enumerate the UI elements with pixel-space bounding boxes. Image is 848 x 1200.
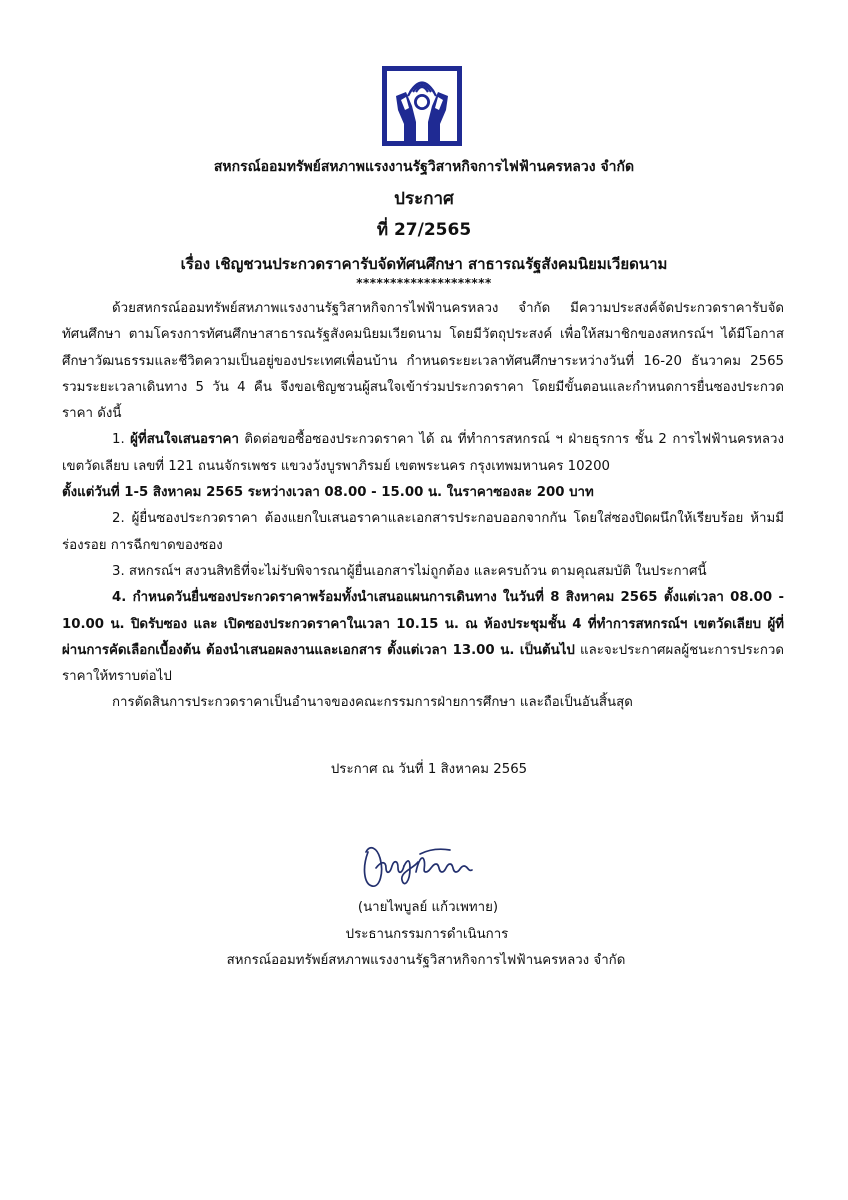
cooperative-logo-icon (382, 66, 462, 146)
announcement-subject: เรื่อง เชิญชวนประกวดราคารับจัดทัศนศึกษา สาธารณรัฐสังคมนิยมเวียดนาม (180, 255, 668, 273)
item-1-schedule: ตั้งแต่วันที่ 1-5 สิงหาคม 2565 ระหว่างเวลา 08.00 - 15.00 น. ในราคาซองละ 200 บาท (62, 485, 594, 501)
announcement-number: ที่ 27/2565 (376, 220, 472, 240)
divider-stars: ******************** (356, 276, 492, 290)
handwritten-signature-icon (358, 832, 476, 890)
organization-name: สหกรณ์ออมทรัพย์สหภาพแรงงานรัฐวิสาหกิจการไฟฟ้านครหลวง จำกัด (213, 159, 635, 175)
item-4-paragraph (62, 585, 784, 690)
announcement-heading: ประกาศ (394, 189, 454, 209)
announcement-body (62, 296, 784, 717)
item-4-bold-text: 4. กำหนดวันยื่นซองประกวดราคาพร้อมทั้งนำเสนอแผนการเดินทาง ในวันที่ 8 สิงหาคม 2565 ตั้งแต่เวลา 08.00 - 10.00 น. ปิดรับซอง และ เปิดซองประกวดราคาในเวลา 10.15 น. ณ ห้องประชุมชั้น 4 ที่ทำการสหกรณ์ฯ เขตวัดเลียบ ผู้ที่ผ่านการคัดเลือกเบื้องต้น ต้องนำเสนอผลงานและเอกสาร ตั้งแต่เวลา 13.00 น. เป็นต้นไป (62, 590, 784, 658)
announcement-date: ประกาศ ณ วันที่ 1 สิงหาคม 2565 (330, 762, 528, 777)
signer-organization: สหกรณ์ออมทรัพย์สหภาพแรงงานรัฐวิสาหกิจการไฟฟ้านครหลวง จำกัด (226, 953, 626, 968)
signer-name: (นายไพบูลย์ แก้วเพทาย) (357, 900, 499, 915)
item-4-text: และจะประกาศผลผู้ชนะการประกวดราคาให้ทราบต่อไป (62, 642, 785, 685)
closing-paragraph: การตัดสินการประกวดราคาเป็นอำนาจของคณะกรรมการฝ่ายการศึกษา และถือเป็นอันสิ้นสุด (112, 695, 633, 711)
item-1-number: 1. (112, 432, 125, 448)
item-1-text: ติดต่อขอซื้อซองประกวดราคา ได้ ณ ที่ทำการสหกรณ์ ฯ ฝ่ายธุรการ ชั้น 2 การไฟฟ้านครหลวง เขตวัดเลียบ เลขที่ 121 ถนนจักรเพชร แขวงวังบูรพาภิรมย์ เขตพระนคร กรุงเทพมหานคร 10200 (62, 432, 784, 474)
item-3-paragraph: 3. สหกรณ์ฯ สงวนสิทธิที่จะไม่รับพิจารณาผู้ยื่นเอกสารไม่ถูกต้อง และครบถ้วน ตามคุณสมบัติ ในประกาศนี้ (112, 563, 707, 579)
item-1-heading: ผู้ที่สนใจเสนอราคา (130, 432, 239, 448)
intro-paragraph: ด้วยสหกรณ์ออมทรัพย์สหภาพแรงงานรัฐวิสาหกิจการไฟฟ้านครหลวง จำกัด มีความประสงค์จัดประกวดราคารับจัดทัศนศึกษา ตามโครงการทัศนศึกษาสาธารณรัฐสังคมนิยมเวียดนาม โดยมีวัตถุประสงค์ เพื่อให้สมาชิกของสหกรณ์ฯ ได้มีโอกาสศึกษาวัฒนธรรมและชีวิตความเป็นอยู่ของประเทศเพื่อนบ้าน กำหนดระยะเวลาทัศนศึกษาระหว่างวันที่ 16-20 ธันวาคม 2565 รวมระยะเวลาเดินทาง 5 วัน 4 คืน จึงขอเชิญชวนผู้สนใจเข้าร่วมประกวดราคา โดยมีขั้นตอนและกำหนดการยื่นซองประกวดราคา ดังนี้ (62, 301, 784, 422)
item-1-paragraph (62, 427, 784, 480)
item-2-paragraph: 2. ผู้ยื่นซองประกวดราคา ต้องแยกใบเสนอราคาและเอกสารประกอบออกจากกัน โดยใส่ซองปิดผนึกให้เรียบร้อย ห้ามมีร่องรอย การฉีกขาดของซอง (62, 511, 784, 553)
signer-position: ประธานกรรมการดำเนินการ (345, 927, 509, 942)
